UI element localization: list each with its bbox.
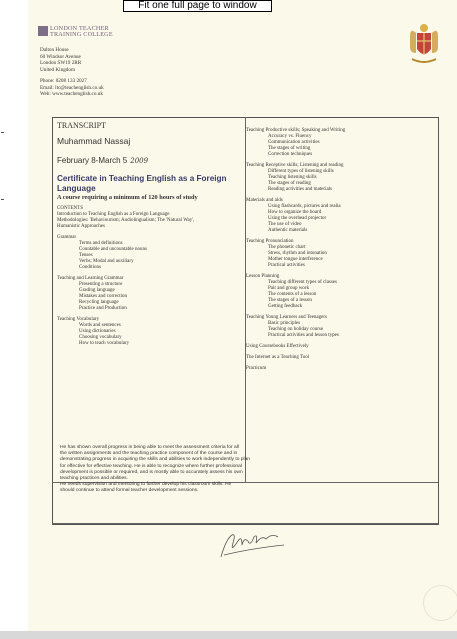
course-dates: February 8-March 5 2009 xyxy=(57,156,149,165)
section-heading: Teaching Vocabulary xyxy=(57,317,100,322)
section-item: How to teach vocabulary xyxy=(79,341,130,346)
email: Email: ltc@teachenglish.co.uk xyxy=(40,84,104,91)
assessment-line: the written assignments and the teaching practice component of the course and in xyxy=(60,451,238,457)
section-heading: Teaching Young Learners and Teenagers xyxy=(246,315,327,320)
section-item: Pair and group work xyxy=(268,286,309,291)
section-heading: Using Coursebooks Effectively xyxy=(246,344,309,349)
right-sections xyxy=(246,128,436,372)
methodologies: Methodologies: 'Behaviourism; Audiolingualism; The 'Natural Way', xyxy=(57,218,195,223)
frame-bottom xyxy=(52,523,438,524)
section-item: Basic principles xyxy=(268,321,301,326)
section-item: The phonetic chart xyxy=(268,245,306,250)
course-requirement: A course requiring a minimum of 120 hours of study xyxy=(57,194,198,201)
section-item: Tenses xyxy=(79,253,93,258)
address-line: United Kingdom xyxy=(40,66,76,73)
college-address xyxy=(40,47,104,98)
section-item: Mistakes and correction xyxy=(79,294,128,299)
section-item: The stages of reading xyxy=(268,181,311,186)
address-line: London SW19 2RR xyxy=(40,60,82,66)
section-item: Presenting a structure xyxy=(79,282,123,287)
section-item: Conditions xyxy=(79,265,101,270)
embossed-seal xyxy=(423,585,457,621)
section-item: Verbs; Modal and auxiliary xyxy=(79,259,134,264)
section-heading: Practicum xyxy=(246,366,267,371)
handwritten-year: 2009 xyxy=(130,157,149,165)
college-name: LONDON TEACHER TRAINING COLLEGE xyxy=(50,25,113,38)
section-item: Practice and Production xyxy=(79,306,127,311)
section-item: Teaching listening skills xyxy=(268,175,317,180)
section-item: How to organize the board xyxy=(268,210,322,215)
section-item: Practical activities and lesson types xyxy=(268,333,339,338)
college-logo xyxy=(38,26,113,38)
website: Web: www.teachenglish.co.uk xyxy=(40,91,103,97)
section-item: Teaching on holiday course xyxy=(268,327,324,332)
section-item: The stages of writing xyxy=(268,146,311,151)
section-item: Communication activities xyxy=(268,140,320,145)
section-heading: Materials and aids xyxy=(246,198,283,203)
section-item: Stress, rhythm and intonation xyxy=(268,251,327,256)
section-item: The contents of a lesson xyxy=(268,292,317,297)
section-item: Practical activities xyxy=(268,263,305,268)
section-heading: Teaching Receptive skills; Listening and reading xyxy=(246,163,344,168)
section-heading: Teaching and Learning Grammar xyxy=(57,276,124,281)
section-item: Using the overhead projector xyxy=(268,216,327,221)
edge-mark xyxy=(1,199,4,200)
assessment-line: demonstrating progress in acquiring the skills and abilities to work independently to plan xyxy=(60,457,251,463)
student-name: Muhammad Nassaj xyxy=(57,136,131,146)
assessment-line: He has shown overall progress in being able to meet the assessment criteria for all xyxy=(60,445,239,450)
assessment-line: development is possible or required, and is mostly able to accurately assess his own xyxy=(60,469,243,475)
assessment-line: teaching practices and abilities. xyxy=(60,476,128,482)
right-column xyxy=(246,128,436,372)
viewer-bottom-strip xyxy=(0,631,457,639)
section-item: Choosing vocabulary xyxy=(79,335,122,340)
section-item: Teaching different types of classes xyxy=(268,280,337,285)
assessment-line: should continue to attend formal teacher development sessions. xyxy=(60,488,199,494)
coat-of-arms-icon xyxy=(406,23,442,67)
section-item: Authentic materials xyxy=(268,228,308,233)
section-item: Countable and uncountable nouns xyxy=(79,247,147,252)
address-line: 60 Windsor Avenue xyxy=(40,53,81,60)
signature xyxy=(218,527,288,561)
section-heading: Teaching Pronunciation xyxy=(246,239,294,244)
contents-heading: CONTENTS xyxy=(57,206,84,211)
section-item: Using flashcards, pictures and realia xyxy=(268,204,341,209)
section-item: Getting feedback xyxy=(268,304,303,309)
left-column xyxy=(57,121,243,347)
section-item: Terms and definitions xyxy=(79,241,123,246)
assessment-line: for effective for effective teaching. He is able to recognize where further professional xyxy=(60,463,242,469)
edge-mark xyxy=(1,132,4,133)
section-item: The use of video xyxy=(268,222,302,227)
certificate-title: Certificate in Teaching English as a Foreign Language xyxy=(57,174,227,193)
section-heading: Teaching Productive skills; Speaking and Writing xyxy=(246,128,346,133)
section-item: Mother tongue interference xyxy=(268,257,323,262)
left-sections xyxy=(57,230,243,347)
methodologies-cont: Humanistic Approaches xyxy=(57,224,105,229)
section-item: Correction techniques xyxy=(268,152,313,157)
phone: Phone: 0208 133 2027 xyxy=(40,78,87,84)
section-heading: The Internet as a Teaching Tool xyxy=(246,355,310,360)
contents-intro: Introduction to Teaching English as a Foreign Language xyxy=(57,212,170,217)
document-page xyxy=(28,0,457,631)
assessment-comments xyxy=(60,445,320,495)
assessment-line: He needs supervision and mentoring to further develop his classroom skills. He xyxy=(60,482,232,488)
section-heading: Lesson Planning xyxy=(246,274,280,279)
section-heading: Grammar xyxy=(57,235,77,240)
section-item: Words and sentences xyxy=(79,323,121,328)
section-item: Grading language xyxy=(79,288,115,293)
section-item: Reading activities and materials xyxy=(268,187,333,192)
section-item: The stages of a lesson xyxy=(268,298,312,303)
section-item: Different types of listening skills xyxy=(268,169,334,174)
address-line: Dalton House xyxy=(40,47,69,53)
section-item: Accuracy vs. Fluency xyxy=(268,134,312,139)
fit-page-tooltip: Fit one full page to window xyxy=(123,0,272,12)
section-item: Using dictionaries xyxy=(79,329,116,334)
college-logo-mark xyxy=(38,26,48,36)
transcript-heading: TRANSCRIPT xyxy=(57,121,106,130)
section-item: Recycling language xyxy=(79,300,119,305)
